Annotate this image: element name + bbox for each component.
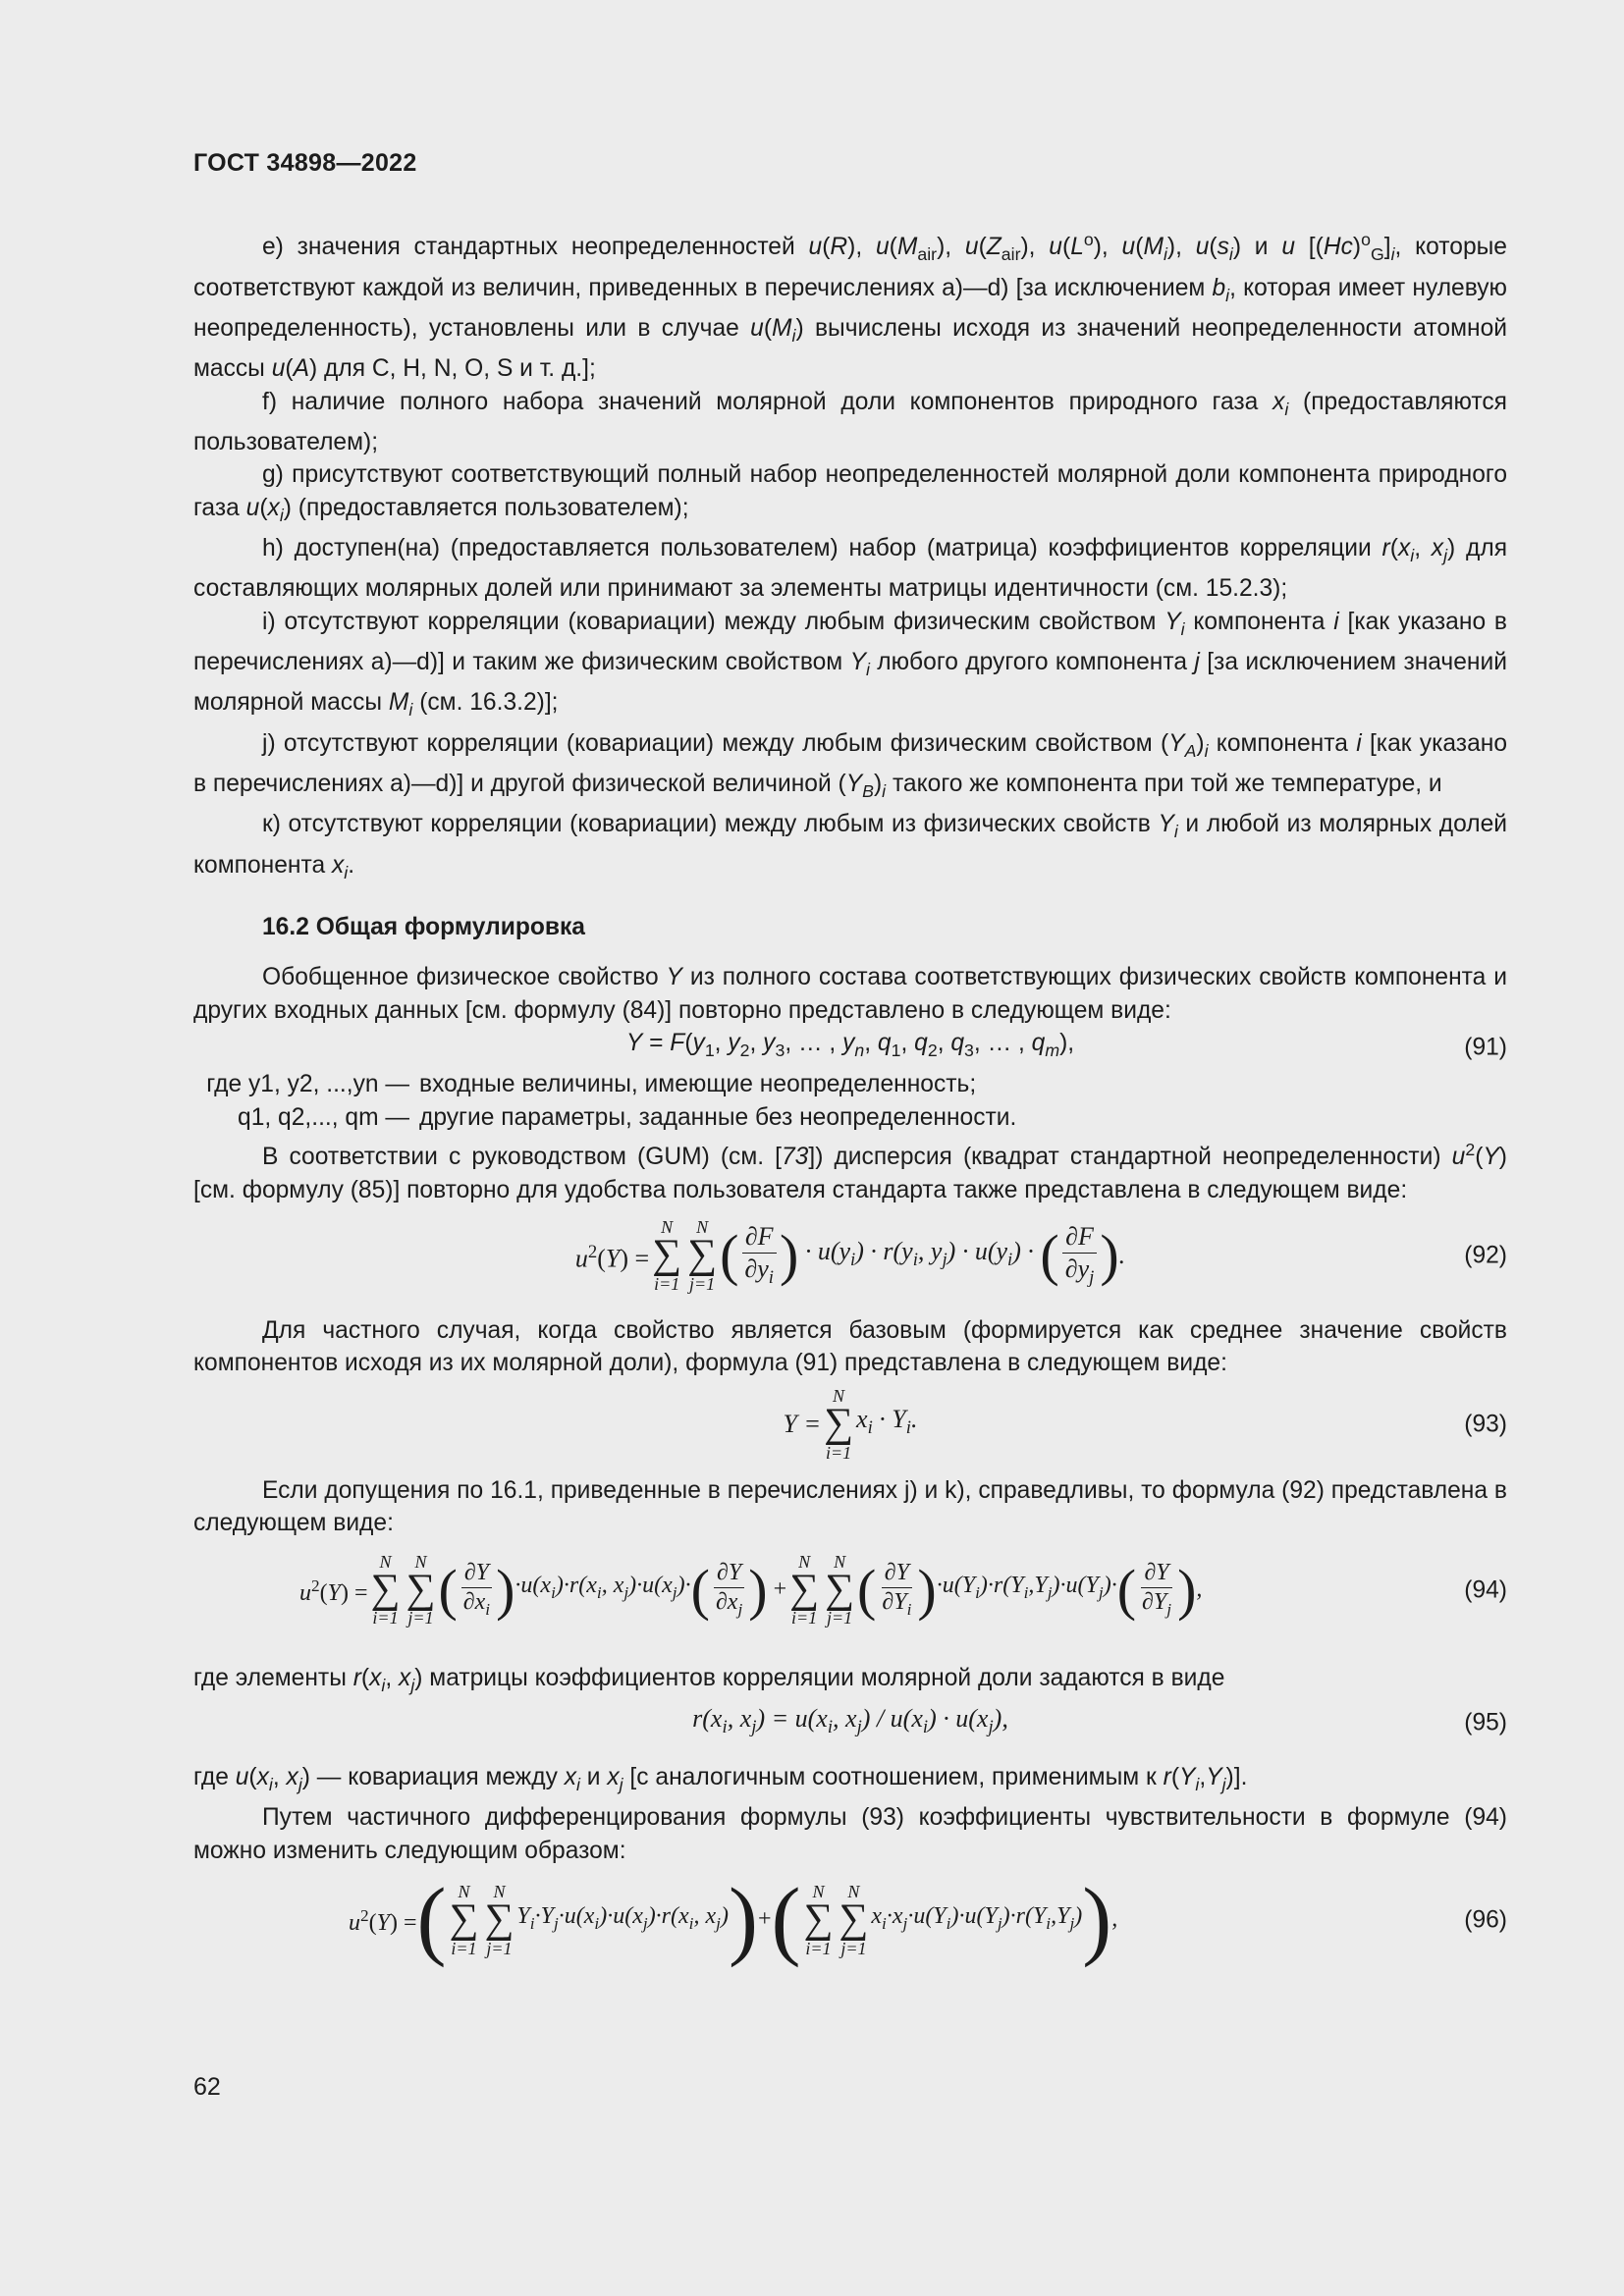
list-item-e: е) значения стандартных неопределенностей u(R), $u(M_{air})$, $u(Z_{air})$, $u(L^o)$, $u(M_i)$, $u(s_i)$ и u $[(Hc)^o_G]_i$, которые соответствуют каждой из величин, приведенных в перечислениях а)—d) [за исключением $b_i$, которая имеет нулевую неопределенность), установлены или в случае $u(M_i)$ вычислены исходя из значений неопределенности атомной массы u(A) для С, Н, N, О, S и т. д.]; bbox=[193, 230, 1507, 383]
paragraph-assumptions: Если допущения по 16.1, приведенные в перечислениях j) и k), справедливы, то формула (92) представлена в следующем виде: bbox=[193, 1476, 1507, 1537]
where-row: где y1, y2, ...,yn — входные величины, имеющие неопределенность; bbox=[206, 1071, 977, 1098]
page-number: 62 bbox=[193, 2073, 221, 2101]
equation-95: $r(x_i$, $x_j) = u(x_i$, $x_j) / u(x_i) \cdot u(x_j)$, (95) bbox=[692, 1703, 1507, 1737]
paragraph-gum: В соответствии с руководством (GUM) (см. [73]) дисперсия (квадрат стандартной неопределенности) $u^2(Y)$ [см. формулу (85)] повторно для удобства пользователя стандарта также представлена в следующем виде: bbox=[193, 1139, 1507, 1203]
paragraph-differentiation: Путем частичного дифференцирования формулы (93) коэффициенты чувствительности в формуле (94) можно изменить следующим образом: bbox=[193, 1804, 1507, 1864]
equation-number: (93) bbox=[1464, 1411, 1507, 1438]
equation-number: (95) bbox=[1464, 1709, 1507, 1736]
paragraph-generalized-property: Обобщенное физическое свойство Y из полного состава соответствующих физических свойств компонента и других входных данных [см. формулу (84)] повторно представлено в следующем виде: bbox=[193, 964, 1507, 1024]
list-item-h: h) доступен(на) (предоставляется пользователем) набор (матрица) коэффициентов корреляции $r(x_i$, $x_j$) для составляющих молярных долей или принимают за элементы матрицы идентичности (см. 15.2.3); bbox=[193, 534, 1508, 603]
document-body bbox=[193, 224, 1507, 1973]
equation-number: (94) bbox=[1464, 1575, 1507, 1603]
equation-92: $u^2(Y)$ = N ∑ i=1 N ∑ j=1 ( $\frac{\partial F}{\partial y_i}$ ) · $u(y_i) \cdot r(y_i$, $y_j) \cdot u(y_i)$ · ( $\frac{\partial F}{\partial y_j}$ ) . (92) bbox=[574, 1216, 1507, 1294]
equation-96: $u^2(Y)$ = ( N ∑ i=1 N ∑ j=1 $Y_i\cdot Y_j\cdot u(x_i)\cdot u(x_j)\cdot r(x_i$, $x_j$) ) + ( N ∑ i=1 N ∑ j=1 $x_i\cdot x_j\cdot u(Y_i)\cdot u(Y_j)\cdot r(Y_i,Y_j)$ ) , (96) bbox=[349, 1870, 1507, 1968]
list-item-j: j) отсутствуют корреляции (ковариации) между любым физическим свойством $(Y_A)_i$ компонента i [как указано в перечислениях а)—d)] и другой физической величиной $(Y_B)_i$ такого же компонента при той же температуре, и bbox=[193, 729, 1508, 801]
list-item-g: g) присутствуют соответствующий полный набор неопределенностей молярной доли компонента природного газа $u(x_i)$ (предоставляется пользователем); bbox=[193, 461, 1507, 525]
paragraph-correlation-matrix: где элементы $r(x_i$, $x_j$) матрицы коэффициентов корреляции молярной доли задаются в виде bbox=[193, 1664, 1225, 1695]
list-item-k: к) отсутствуют корреляции (ковариации) между любым из физических свойств $Y_i$ и любой из молярных долей компонента $x_i$. bbox=[193, 811, 1507, 882]
paragraph-special-case: Для частного случая, когда свойство является базовым (формируется как среднее значение свойств компонентов исходя из их молярной доли), формула (91) представлена в следующем виде: bbox=[193, 1316, 1507, 1377]
document-header: ГОСТ 34898—2022 bbox=[193, 149, 417, 177]
where-row: q1, q2,..., qm — другие параметры, заданные без неопределенности. bbox=[238, 1103, 1017, 1131]
list-item-i: i) отсутствуют корреляции (ковариации) между любым физическим свойством $Y_i$ компонента i [как указано в перечислениях а)—d)] и таким же физическим свойством $Y_i$ любого другого компонента j [за исключением значений молярной массы $M_i$ (см. 16.3.2)]; bbox=[193, 608, 1507, 721]
equation-number: (91) bbox=[1464, 1034, 1507, 1061]
equation-number: (92) bbox=[1464, 1242, 1507, 1269]
section-heading: 16.2 Общая формулировка bbox=[262, 913, 585, 940]
equation-93: Y = N ∑ i=1 $x_i \cdot Y_i$. (93) bbox=[783, 1385, 1507, 1463]
list-item-f: f) наличие полного набора значений молярной доли компонентов природного газа $x_i$ (предоставляются пользователем); bbox=[193, 388, 1508, 455]
equation-91: $Y = F(y_1$, $y_2$, $y_3$, … , $y_n$, $q_1$, $q_2$, $q_3$, … , $q_m$), (91) bbox=[193, 1027, 1507, 1068]
paragraph-covariance: где $u(x_i$, $x_j$) — ковариация между $x_i$ и $x_j$ [с аналогичным соотношением, применимым к $r(Y_i,Y_j)$]. bbox=[193, 1763, 1248, 1794]
equation-number: (96) bbox=[1464, 1906, 1507, 1934]
equation-94: $u^2(Y)$ = N ∑ i=1 N ∑ j=1 ( $\frac{\partial Y}{\partial x_i}$ ) $\cdot u(x_i)\cdot r(x_i$, $x_j)\cdot u(x_j)\cdot$ ( $\frac{\partial Y}{\partial x_j}$ ) + N ∑ i=1 N ∑ j=1 ( $\frac{\partial Y}{\partial Y_i}$ ) $\cdot u(Y_i)\cdot r(Y_i,Y_j)\cdot u(Y_j)\cdot$ ( $\frac{\partial Y}{\partial Y_j}$ ) , (94) bbox=[299, 1551, 1507, 1629]
